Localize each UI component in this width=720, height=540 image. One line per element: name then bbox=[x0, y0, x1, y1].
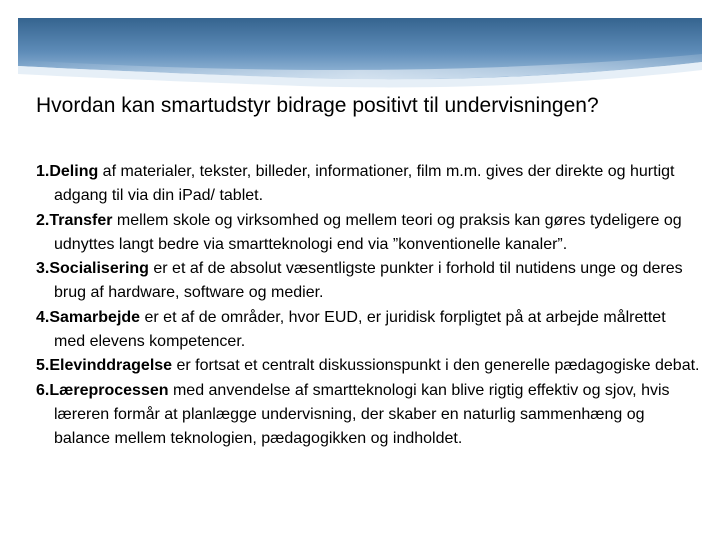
item-number: 4. bbox=[36, 308, 50, 326]
item-term: Transfer bbox=[49, 211, 113, 229]
list-item bbox=[36, 354, 701, 378]
list-item bbox=[36, 209, 701, 258]
item-number: 1. bbox=[36, 163, 50, 180]
item-text: med anvendelse af smartteknologi kan blive rigtig effektiv og sjov, hvis læreren formår at planlægge undervisning, der skaber en naturlig sammenhæng og balance mellem teknologien, pædagogikken og indholdet. bbox=[54, 381, 670, 448]
item-number: 3. bbox=[36, 260, 50, 278]
item-text: er et af de absolut væsentligste punkter i forhold til nutidens unge og deres brug af hardware, software og medier. bbox=[54, 260, 683, 302]
list-item bbox=[36, 379, 701, 452]
item-text: af materialer, tekster, billeder, informationer, film m.m. gives der direkte og hurtigt adgang til via din iPad/ tablet. bbox=[54, 163, 675, 205]
item-text: mellem skole og virksomhed og mellem teori og praksis kan gøres tydeligere og udnyttes langt bedre via smartteknologi end via ”konventionelle kanaler”. bbox=[54, 211, 682, 253]
item-term: Elevinddragelse bbox=[49, 357, 173, 375]
header-wave-decoration bbox=[0, 0, 720, 90]
list-item bbox=[36, 306, 701, 355]
item-text: er et af de områder, hvor EUD, er juridisk forpligtet på at arbejde målrettet med elevens kompetencer. bbox=[54, 308, 666, 351]
item-number: 2. bbox=[36, 211, 50, 229]
item-term: Samarbejde bbox=[49, 308, 141, 326]
item-number: 6. bbox=[36, 381, 50, 399]
item-term: Socialisering bbox=[49, 260, 149, 278]
list-item bbox=[36, 257, 701, 306]
item-term: Deling bbox=[49, 163, 99, 180]
list-item bbox=[36, 160, 701, 209]
slide-title: Hvordan kan smartudstyr bidrage positivt til undervisningen? bbox=[36, 94, 599, 117]
benefits-list bbox=[36, 160, 701, 452]
item-term: Læreprocessen bbox=[49, 381, 169, 399]
item-text: er fortsat et centralt diskussionspunkt i den generelle pædagogiske debat. bbox=[172, 357, 700, 375]
item-number: 5. bbox=[36, 357, 50, 375]
